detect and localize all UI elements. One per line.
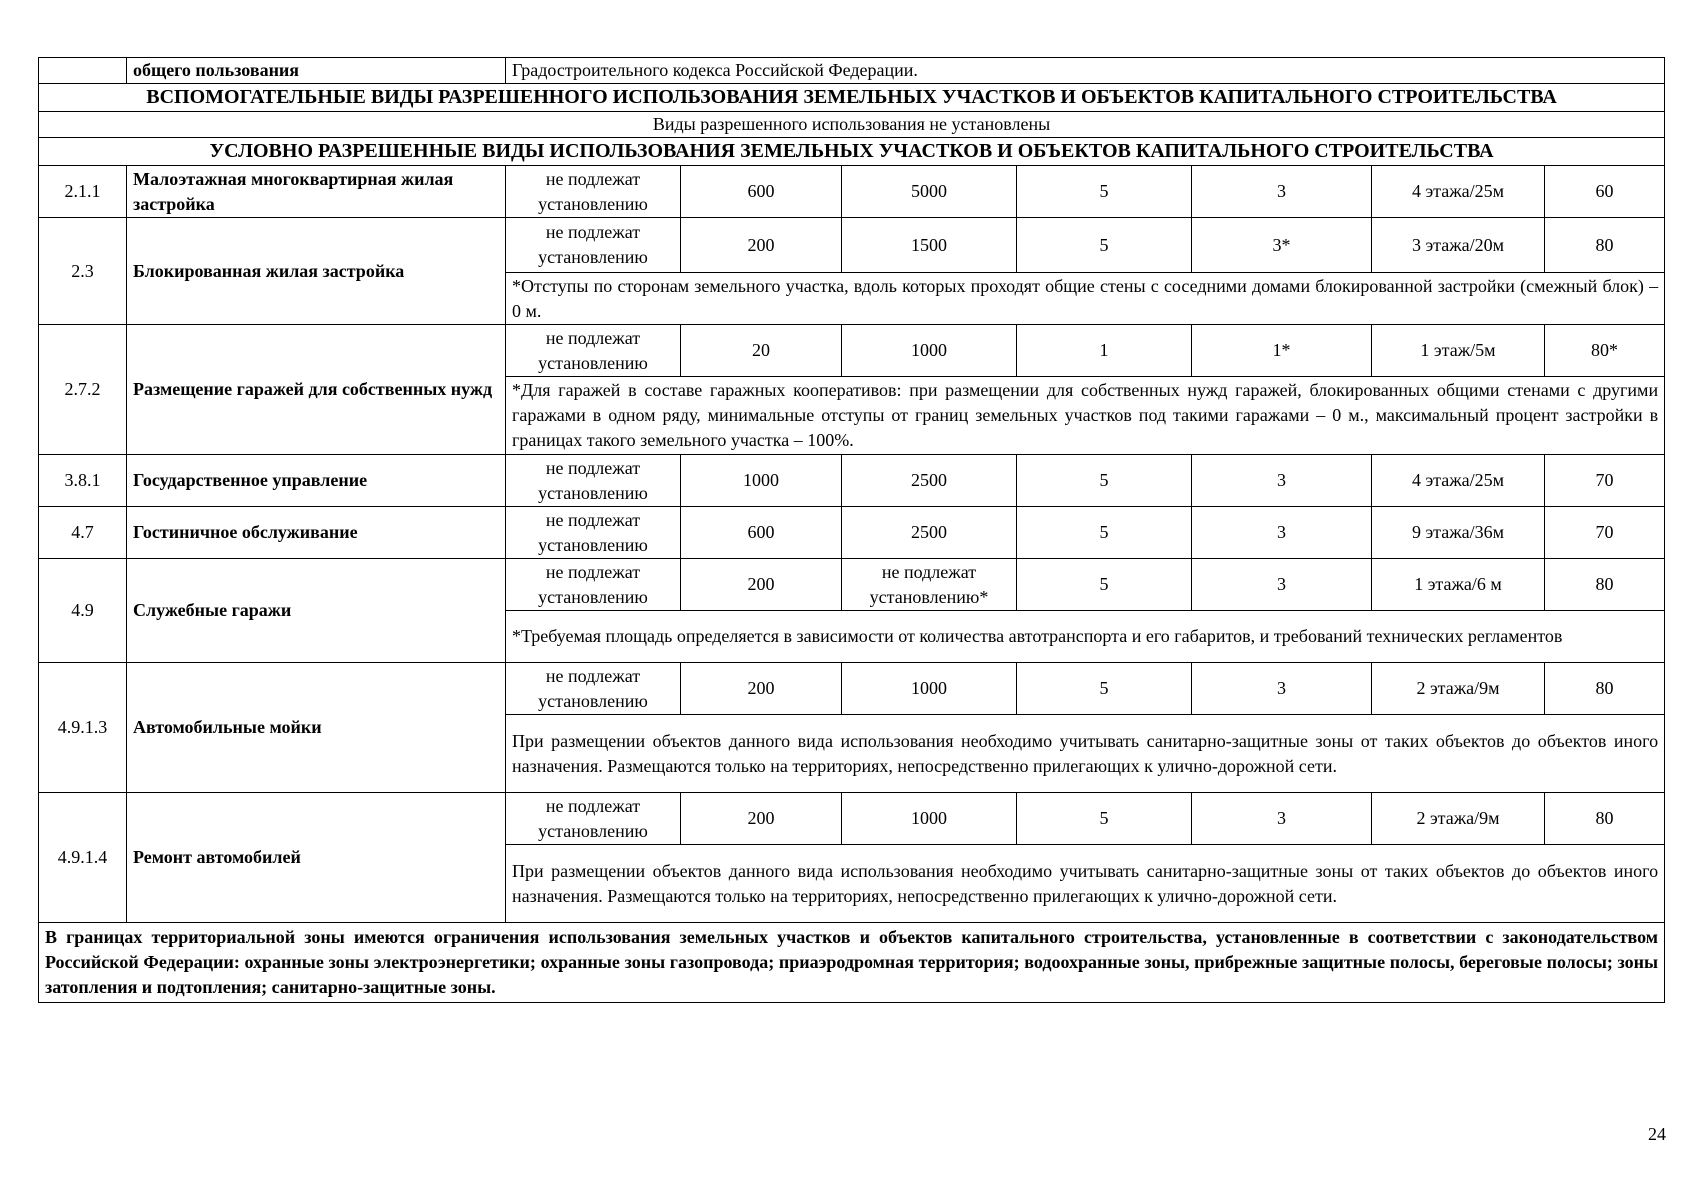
- table-cell: 80*: [1545, 325, 1665, 377]
- table-cell: 2 этажа/9м: [1372, 663, 1545, 715]
- restrictions-note: В границах территориальной зоны имеются ограничения использования земельных участков и объектов капитального строительства, установленные в соответствии с законодательством Российской Федерации: охранные зоны электроэнергетики; охранные зоны газопровода; приаэродромная территория; водоохранные зоны, прибрежные защитные полосы, береговые полосы; зоны затопления и подтопления; санитарно-защитные зоны.: [39, 923, 1665, 1003]
- table-cell: 80: [1545, 663, 1665, 715]
- section-header: ВСПОМОГАТЕЛЬНЫЕ ВИДЫ РАЗРЕШЕННОГО ИСПОЛЬЗОВАНИЯ ЗЕМЕЛЬНЫХ УЧАСТКОВ И ОБЪЕКТОВ КАПИТАЛЬНОГО СТРОИТЕЛЬСТВА: [39, 84, 1665, 112]
- table-row: [39, 218, 1665, 273]
- table-cell: 60: [1545, 166, 1665, 218]
- name-cell: Ремонт автомобилей: [127, 793, 506, 923]
- table-cell: 200: [681, 218, 842, 273]
- table-cell: 70: [1545, 455, 1665, 507]
- table-cell: 4 этажа/25м: [1372, 455, 1545, 507]
- table-cell: 2500: [842, 507, 1017, 559]
- table-row: [39, 663, 1665, 715]
- table-cell: 5: [1017, 455, 1192, 507]
- note-cell: *Для гаражей в составе гаражных кооперативов: при размещении для собственных нужд гаражей, блокированных общими стенами с другими гаражами в одном ряду, минимальные отступы от границ земельных участков под такими гаражами – 0 м., максимальный процент застройки в границах такого земельного участка – 100%.: [506, 377, 1665, 455]
- table-cell: 5: [1017, 218, 1192, 273]
- table-cell: 1*: [1192, 325, 1372, 377]
- table-cell: Виды разрешенного использования не установлены: [39, 112, 1665, 138]
- code-cell: 4.9: [39, 559, 127, 663]
- table-cell: 9 этажа/36м: [1372, 507, 1545, 559]
- table-cell: 1000: [842, 793, 1017, 845]
- table-cell: Градостроительного кодекса Российской Федерации.: [506, 58, 1665, 84]
- table-cell: 1500: [842, 218, 1017, 273]
- table-cell: 1: [1017, 325, 1192, 377]
- table-row: [39, 559, 1665, 611]
- table-cell: 3: [1192, 793, 1372, 845]
- table-cell: 3: [1192, 455, 1372, 507]
- table-cell: 3*: [1192, 218, 1372, 273]
- table-cell: 3: [1192, 559, 1372, 611]
- table-cell: не подлежат установлению*: [842, 559, 1017, 611]
- table-cell: 600: [681, 166, 842, 218]
- name-cell: Государственное управление: [127, 455, 506, 507]
- land-use-regulations-table: [38, 57, 1665, 1003]
- table-cell: 200: [681, 793, 842, 845]
- table-cell: 5: [1017, 793, 1192, 845]
- code-cell: 4.7: [39, 507, 127, 559]
- table-cell: 3: [1192, 663, 1372, 715]
- name-cell: Блокированная жилая застройка: [127, 218, 506, 325]
- table-cell: не подлежат установлению: [506, 218, 681, 273]
- table-cell: 80: [1545, 559, 1665, 611]
- table-row: [39, 166, 1665, 218]
- table-cell: 80: [1545, 218, 1665, 273]
- name-cell: Автомобильные мойки: [127, 663, 506, 793]
- table-cell: 3 этажа/20м: [1372, 218, 1545, 273]
- note-cell: *Требуемая площадь определяется в зависимости от количества автотранспорта и его габаритов, и требований технических регламентов: [506, 611, 1665, 663]
- table-cell: 5: [1017, 663, 1192, 715]
- table-cell: не подлежат установлению: [506, 559, 681, 611]
- name-cell: Служебные гаражи: [127, 559, 506, 663]
- table-cell: 5: [1017, 559, 1192, 611]
- table-cell: 1000: [842, 325, 1017, 377]
- table-cell: не подлежат установлению: [506, 325, 681, 377]
- table-cell: 1000: [842, 663, 1017, 715]
- table-cell: 3: [1192, 166, 1372, 218]
- name-cell: Малоэтажная многоквартирная жилая застройка: [127, 166, 506, 218]
- table-cell: 200: [681, 663, 842, 715]
- table-cell: 200: [681, 559, 842, 611]
- table-cell: не подлежат установлению: [506, 793, 681, 845]
- table-cell: 70: [1545, 507, 1665, 559]
- table-cell: 5: [1017, 507, 1192, 559]
- table-row: [39, 112, 1665, 138]
- table-cell: не подлежат установлению: [506, 455, 681, 507]
- table-cell: общего пользования: [127, 58, 506, 84]
- section-header: УСЛОВНО РАЗРЕШЕННЫЕ ВИДЫ ИСПОЛЬЗОВАНИЯ ЗЕМЕЛЬНЫХ УЧАСТКОВ И ОБЪЕКТОВ КАПИТАЛЬНОГО СТРОИТЕЛЬСТВА: [39, 138, 1665, 166]
- table-cell: не подлежат установлению: [506, 663, 681, 715]
- table-cell: не подлежат установлению: [506, 166, 681, 218]
- table-cell: [39, 58, 127, 84]
- code-cell: 4.9.1.3: [39, 663, 127, 793]
- table-cell: 5: [1017, 166, 1192, 218]
- code-cell: 4.9.1.4: [39, 793, 127, 923]
- code-cell: 2.1.1: [39, 166, 127, 218]
- note-cell: *Отступы по сторонам земельного участка, вдоль которых проходят общие стены с соседними домами блокированной застройки (смежный блок) – 0 м.: [506, 273, 1665, 325]
- table-cell: 1 этаж/5м: [1372, 325, 1545, 377]
- section-header-row: [39, 84, 1665, 112]
- code-cell: 3.8.1: [39, 455, 127, 507]
- name-cell: Гостиничное обслуживание: [127, 507, 506, 559]
- table-cell: 4 этажа/25м: [1372, 166, 1545, 218]
- code-cell: 2.7.2: [39, 325, 127, 455]
- table-row: [39, 455, 1665, 507]
- table-row: [39, 507, 1665, 559]
- table-row: [39, 58, 1665, 84]
- page-number: 24: [1648, 1124, 1666, 1144]
- section-header-row: [39, 138, 1665, 166]
- table-cell: 600: [681, 507, 842, 559]
- table-cell: 1000: [681, 455, 842, 507]
- name-cell: Размещение гаражей для собственных нужд: [127, 325, 506, 455]
- table-cell: не подлежат установлению: [506, 507, 681, 559]
- table-cell: 80: [1545, 793, 1665, 845]
- table-row: [39, 325, 1665, 377]
- table-cell: 2500: [842, 455, 1017, 507]
- note-cell: При размещении объектов данного вида использования необходимо учитывать санитарно-защитные зоны от таких объектов до объектов иного назначения. Размещаются только на территориях, непосредственно прилегающих к улично-дорожной сети.: [506, 715, 1665, 793]
- table-cell: 3: [1192, 507, 1372, 559]
- table-cell: 1 этажа/6 м: [1372, 559, 1545, 611]
- table-row: [39, 793, 1665, 845]
- note-cell: При размещении объектов данного вида использования необходимо учитывать санитарно-защитные зоны от таких объектов до объектов иного назначения. Размещаются только на территориях, непосредственно прилегающих к улично-дорожной сети.: [506, 845, 1665, 923]
- table-cell: 2 этажа/9м: [1372, 793, 1545, 845]
- table-row: [39, 923, 1665, 1003]
- code-cell: 2.3: [39, 218, 127, 325]
- table-cell: 20: [681, 325, 842, 377]
- table-cell: 5000: [842, 166, 1017, 218]
